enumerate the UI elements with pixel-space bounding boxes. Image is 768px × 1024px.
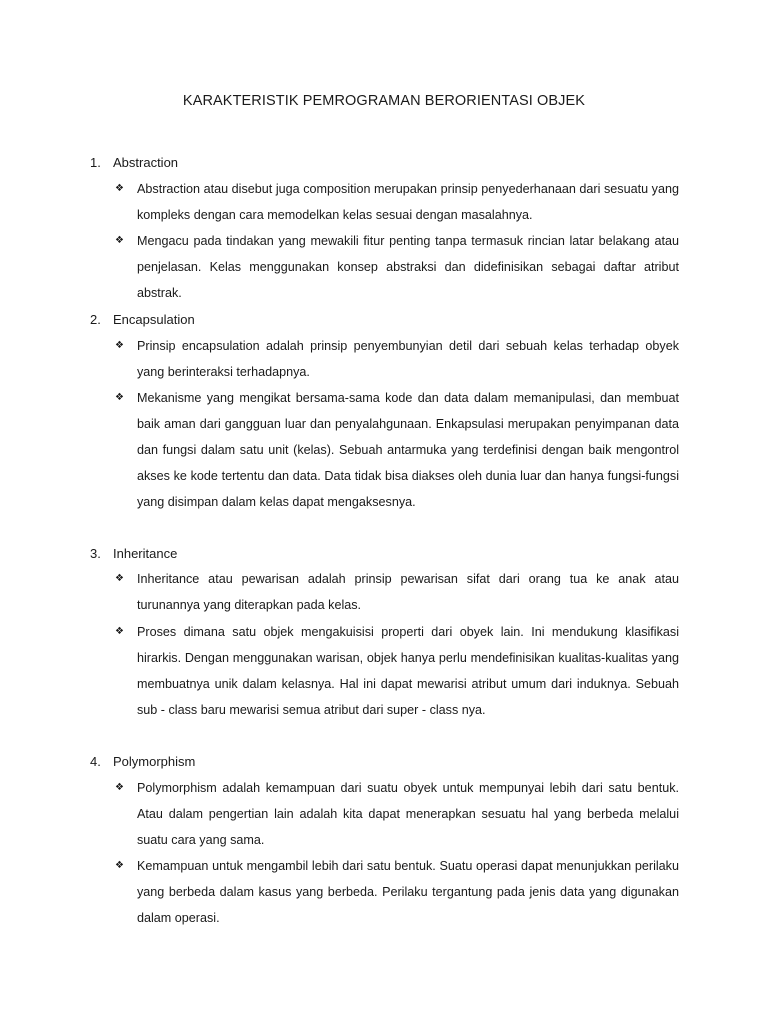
- bullet-text: Mengacu pada tindakan yang mewakili fitur penting tanpa termasuk rincian latar belakang atau penjelasan. Kelas menggunakan konsep abstraksi dan didefinisikan sebagai daftar atribut abstrak.: [137, 234, 679, 300]
- section-heading-inheritance: [90, 546, 177, 561]
- section-heading-polymorphism: [90, 754, 195, 769]
- section-number: 1.: [90, 155, 101, 170]
- bullet-text: Polymorphism adalah kemampuan dari suatu obyek untuk mempunyai lebih dari satu bentuk. Atau dalam pengertian lain adalah kita dapat menerapkan sesuatu hal yang berbeda melalui suatu cara yang sama.: [137, 781, 679, 847]
- section-title: Polymorphism: [113, 754, 196, 769]
- document-title: KARAKTERISTIK PEMROGRAMAN BERORIENTASI OBJEK: [182, 93, 586, 109]
- bullet-text: Kemampuan untuk mengambil lebih dari satu bentuk. Suatu operasi dapat menunjukkan perilaku yang berbeda dalam kasus yang berbeda. Perilaku tergantung pada jenis data yang digunakan dalam operasi.: [137, 859, 679, 925]
- list-item: [115, 228, 679, 306]
- diamond-bullet-icon: ❖: [115, 340, 124, 351]
- list-item: [115, 176, 679, 228]
- section-heading-abstraction: [90, 155, 178, 170]
- list-item: [115, 385, 679, 515]
- diamond-bullet-icon: ❖: [115, 235, 124, 246]
- section-title: Encapsulation: [113, 312, 195, 327]
- section-number: 4.: [90, 754, 101, 769]
- diamond-bullet-icon: ❖: [115, 860, 124, 871]
- list-item: [115, 853, 679, 931]
- list-item: [115, 619, 679, 723]
- diamond-bullet-icon: ❖: [115, 392, 124, 403]
- diamond-bullet-icon: ❖: [115, 573, 124, 584]
- bullet-text: Proses dimana satu objek mengakuisisi properti dari obyek lain. Ini mendukung klasifikasi hirarkis. Dengan menggunakan warisan, objek hanya perlu mendefinisikan kualitas-kualitas yang membuatnya unik dalam kelasnya. Hal ini dapat mewarisi atribut umum dari induknya. Sebuah sub - class baru mewarisi semua atribut dari super - class nya.: [137, 625, 679, 717]
- bullet-text: Prinsip encapsulation adalah prinsip penyembunyian detil dari sebuah kelas terhadap obyek yang berinteraksi terhadapnya.: [137, 339, 679, 379]
- section-title: Abstraction: [113, 155, 179, 170]
- bullet-text: Abstraction atau disebut juga composition merupakan prinsip penyederhanaan dari sesuatu yang kompleks dengan cara memodelkan kelas sesuai dengan masalahnya.: [137, 182, 679, 222]
- diamond-bullet-icon: ❖: [115, 782, 124, 793]
- section-number: 3.: [90, 546, 101, 561]
- list-item: [115, 333, 679, 385]
- section-title: Inheritance: [113, 546, 178, 561]
- diamond-bullet-icon: ❖: [115, 626, 124, 637]
- list-item: [115, 775, 679, 853]
- bullet-text: Inheritance atau pewarisan adalah prinsip pewarisan sifat dari orang tua ke anak atau turunannya yang diterapkan pada kelas.: [137, 572, 679, 612]
- section-heading-encapsulation: [90, 312, 195, 327]
- bullet-text: Mekanisme yang mengikat bersama-sama kode dan data dalam memanipulasi, dan membuat baik aman dari gangguan luar dan penyalahgunaan. Enkapsulasi merupakan penyimpanan data dan fungsi dalam satu unit (kelas). Sebuah antarmuka yang terdefinisi dengan baik mengontrol akses ke kode tertentu dan data. Data tidak bisa diakses oleh dunia luar dan hanya fungsi-fungsi yang disimpan dalam kelas dapat mengaksesnya.: [137, 391, 679, 509]
- list-item: [115, 566, 679, 618]
- section-number: 2.: [90, 312, 101, 327]
- diamond-bullet-icon: ❖: [115, 183, 124, 194]
